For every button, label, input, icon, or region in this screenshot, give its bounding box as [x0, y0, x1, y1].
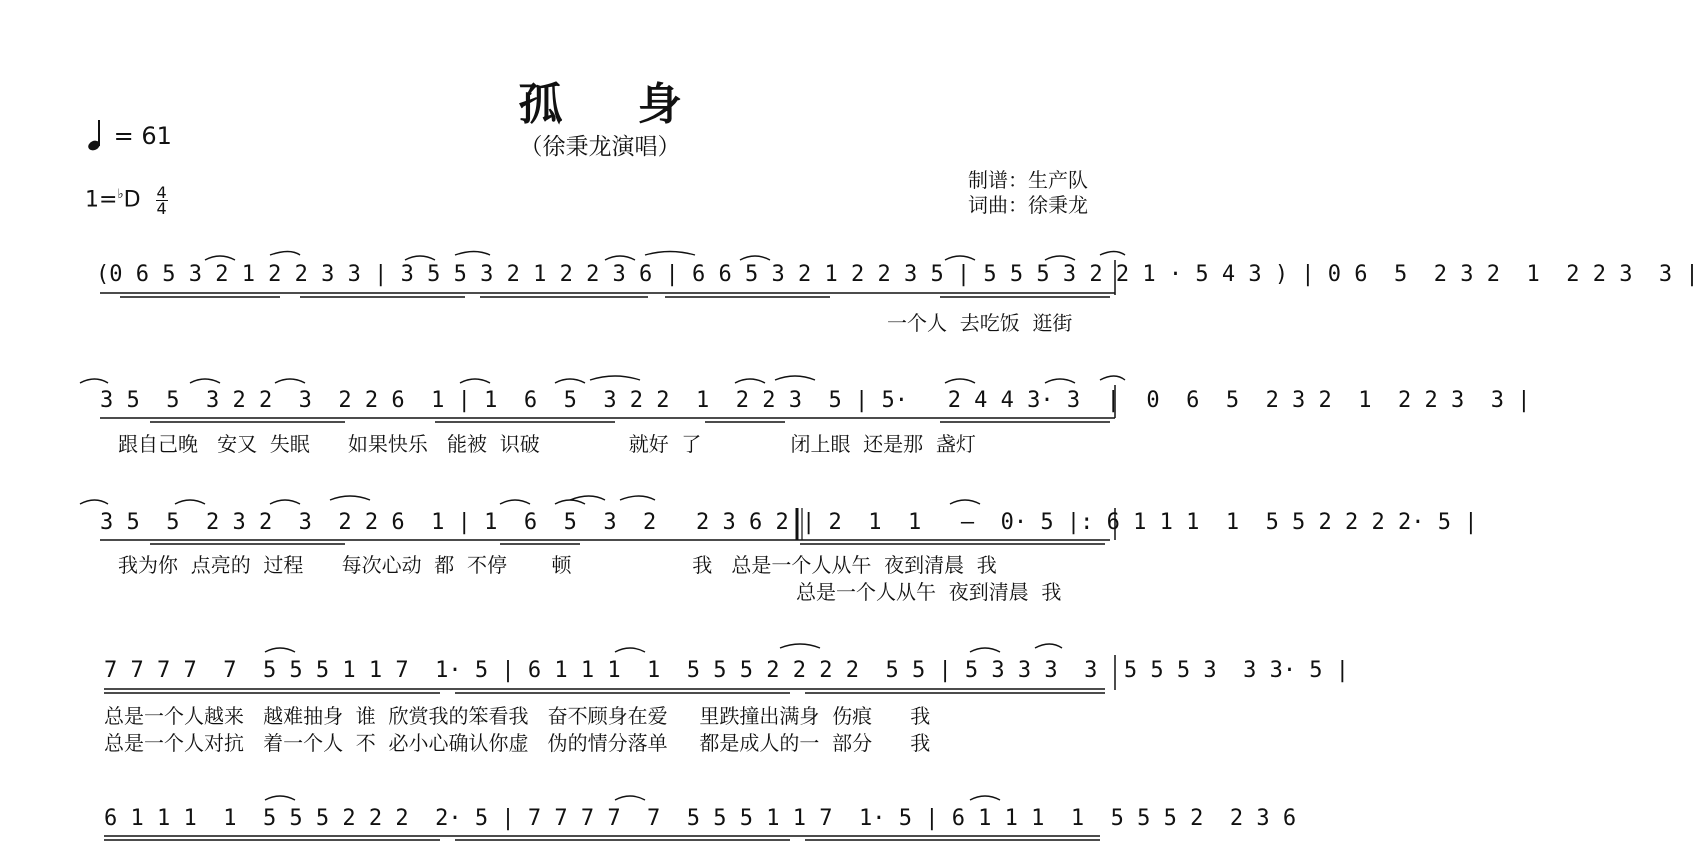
flat-sign: ♭ — [117, 187, 124, 203]
song-title: 孤 身 — [518, 79, 712, 130]
song-subtitle: （徐秉龙演唱） — [519, 134, 681, 160]
lyrics-line-1: 一个人 去吃饭 逛街 — [887, 311, 1073, 335]
lyrics-line-4a: 总是一个人越来 越难抽身 谁 欣赏我的笨看我 奋不顾身在爱 里跌撞出满身 伤痕 我 — [104, 704, 931, 728]
lyrics-line-2: 跟自己晚 安又 失眠 如果快乐 能被 识破 就好 了 闭上眼 还是那 盏灯 — [118, 432, 976, 456]
transcriber-credit: 制谱：生产队 — [968, 168, 1088, 192]
key-prefix: 1= — [85, 187, 118, 213]
key-note: D — [123, 187, 141, 213]
time-signature-top: 4 — [156, 183, 167, 202]
notation-line-3: 3 5 5 2 3 2 3 2 2 6 1 | 1 6 5 3 2 2 3 6 2 | 2 1 1 — 0· 5 |: 6 1 1 1 1 5 5 2 2 2 2· 5 | — [100, 510, 1478, 535]
lyrics-line-4b: 总是一个人对抗 着一个人 不 必小心确认你虚 伪的情分落单 都是成人的一 部分 我 — [104, 731, 931, 755]
notation-line-2: 3 5 5 3 2 2 3 2 2 6 1 | 1 6 5 3 2 2 1 2 2 3 5 | 5· 2 4 4 3· 3 | 0 6 5 2 3 2 1 2 2 3 3 | — [100, 388, 1531, 413]
notation-line-5: 6 1 1 1 1 5 5 5 2 2 2 2· 5 | 7 7 7 7 7 5 5 5 1 1 7 1· 5 | 6 1 1 1 1 5 5 5 2 2 3 6 — [104, 806, 1297, 831]
notation-line-4: 7 7 7 7 7 5 5 5 1 1 7 1· 5 | 6 1 1 1 1 5 5 5 2 2 2 2 5 5 | 5 3 3 3 3 5 5 5 3 3 3· 5 | — [104, 658, 1350, 683]
lyrics-line-3a: 我为你 点亮的 过程 每次心动 都 不停 顿 我 总是一个人从午 夜到清晨 我 — [118, 553, 997, 577]
lyrics-line-3b: 总是一个人从午 夜到清晨 我 — [796, 580, 1062, 604]
lyrics-music-credit: 词曲：徐秉龙 — [968, 193, 1088, 217]
time-signature-bottom: 4 — [156, 199, 167, 218]
tempo-value: = 61 — [113, 122, 172, 150]
notation-line-1: (0 6 5 3 2 1 2 2 3 3 | 3 5 5 3 2 1 2 2 3 6 | 6 6 5 3 2 1 2 2 3 5 | 5 5 5 3 2 2 1 · 5 4 3 ) | 0 6 5 2 3 2 1 2 2 3 3 | — [96, 262, 1699, 287]
